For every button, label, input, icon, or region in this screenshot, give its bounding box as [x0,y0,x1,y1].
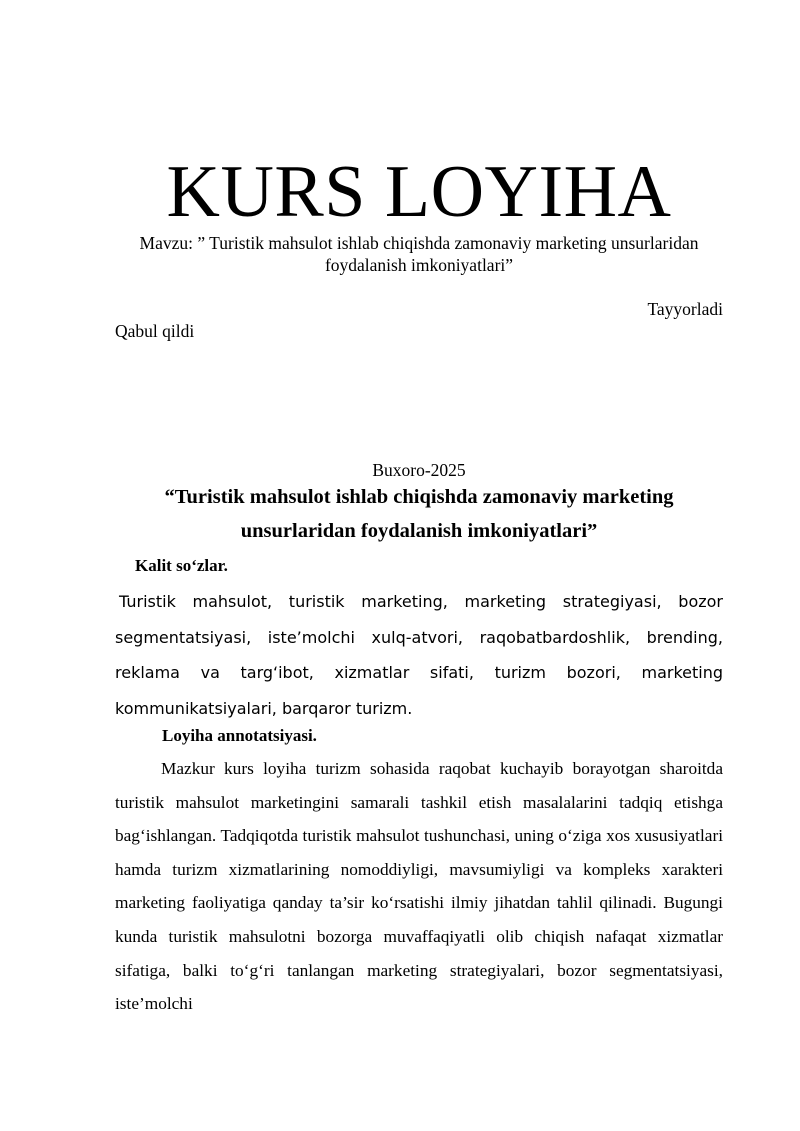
city-year: Buxoro-2025 [372,460,466,480]
annotation-heading: Loyiha annotatsiyasi. [162,726,317,745]
article-heading: “Turistik mahsulot ishlab chiqishda zamonaviy marketing unsurlaridan foydalanish imkoniyatlari” [164,486,674,542]
cover-topic: Mavzu: ” Turistik mahsulot ishlab chiqishda zamonaviy marketing unsurlaridan foydalanish imkoniyatlari” [139,233,699,275]
cover-title: KURS LOYIHA [166,151,672,233]
keywords-heading: Kalit so‘zlar. [135,556,228,575]
keywords-text: Turistik mahsulot, turistik marketing, marketing strategiyasi, bozor segmentatsiyasi, iste’molchi xulq-atvori, raqobatbardoshlik, brending, reklama va targ‘ibot, xizmatlar sifati, turizm bozori, marketing kommunikatsiyalari, barqaror turizm. [115,592,723,718]
annotation-paragraph: Mazkur kurs loyiha turizm sohasida raqobat kuchayib borayotgan sharoitda turistik mahsulot marketingini samarali tashkil etish masalalarini tadqiq etishga bag‘ishlangan. Tadqiqotda turistik mahsulot tushunchasi, uning o‘ziga xos xususiyatlari hamda turizm xizmatlarining nomoddiyligi, mavsumiyligi va kompleks xarakteri marketing faoliyatiga qanday ta’sir ko‘rsatishi ilmiy jihatdan tahlil qilinadi. Bugungi kunda turistik mahsulotni bozorga muvaffaqiyatli olib chiqish nafaqat xizmatlar sifatiga, balki to‘g‘ri tanlangan marketing strategiyalari, bozor segmentatsiyasi, iste’molchi [115,759,723,1014]
accepted-by-label: Qabul qildi [115,321,195,341]
prepared-by-label: Tayyorladi [647,299,723,319]
